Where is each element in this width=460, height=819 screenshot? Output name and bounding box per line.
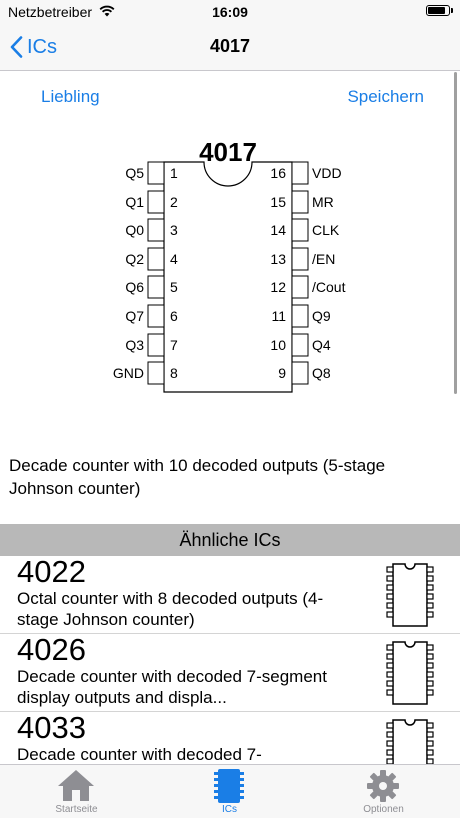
pin-number: 16 bbox=[270, 165, 286, 181]
pin-label: Q7 bbox=[125, 308, 144, 324]
pin-label: Q6 bbox=[125, 279, 144, 295]
chip-thumbnail-icon bbox=[383, 640, 437, 706]
pin-label: GND bbox=[112, 365, 144, 381]
tab-bar bbox=[0, 764, 460, 818]
save-button[interactable]: Speichern bbox=[347, 87, 424, 106]
pin-box-right bbox=[292, 305, 308, 327]
related-item-description: Decade counter with decoded 7-segment display outputs and displa... bbox=[17, 667, 327, 707]
related-section-header: Ähnliche ICs bbox=[0, 524, 460, 556]
pin-box-left bbox=[148, 191, 164, 213]
pin-label: Q2 bbox=[125, 251, 144, 267]
pin-label: Q4 bbox=[312, 337, 331, 353]
pin-label: Q8 bbox=[312, 365, 331, 381]
pin-label: /Cout bbox=[312, 279, 346, 295]
pin-label: /EN bbox=[312, 251, 336, 267]
favorite-button[interactable]: Liebling bbox=[41, 87, 100, 106]
tab-optionen[interactable] bbox=[307, 765, 460, 819]
chip-pinout-diagram bbox=[0, 130, 460, 400]
pin-label: MR bbox=[312, 194, 334, 210]
battery-icon bbox=[426, 5, 450, 16]
pin-number: 13 bbox=[270, 251, 286, 267]
pin-box-right bbox=[292, 162, 308, 184]
tab-label: Optionen bbox=[363, 804, 404, 815]
pin-number: 1 bbox=[170, 165, 178, 181]
pin-box-left bbox=[148, 305, 164, 327]
pin-box-right bbox=[292, 276, 308, 298]
home-icon bbox=[56, 768, 96, 802]
pin-box-right bbox=[292, 219, 308, 241]
pin-label: Q9 bbox=[312, 308, 331, 324]
pin-box-left bbox=[148, 276, 164, 298]
related-item-4026[interactable] bbox=[0, 634, 460, 712]
pin-box-right bbox=[292, 191, 308, 213]
related-item-description: Octal counter with 8 decoded outputs (4-stage Johnson counter) bbox=[17, 589, 324, 629]
pin-number: 5 bbox=[170, 279, 178, 295]
pin-box-left bbox=[148, 248, 164, 270]
related-item-description: Decade counter with decoded 7- bbox=[17, 745, 262, 764]
pin-box-left bbox=[148, 162, 164, 184]
pin-box-right bbox=[292, 362, 308, 384]
pin-number: 9 bbox=[278, 365, 286, 381]
chip-name: 4017 bbox=[199, 137, 257, 167]
pin-label: Q0 bbox=[125, 222, 144, 238]
pin-number: 12 bbox=[270, 279, 286, 295]
chip-icon bbox=[209, 768, 249, 804]
pin-number: 7 bbox=[170, 337, 178, 353]
pin-number: 11 bbox=[271, 308, 286, 324]
page-title: 4017 bbox=[209, 36, 251, 56]
pin-box-right bbox=[292, 248, 308, 270]
pin-label: Q5 bbox=[125, 165, 144, 181]
related-item-name: 4033 bbox=[17, 710, 86, 745]
tab-label: ICs bbox=[222, 804, 237, 815]
pin-number: 3 bbox=[170, 222, 178, 238]
ic-description: Decade counter with 10 decoded outputs (5-stage Johnson counter) bbox=[9, 456, 386, 498]
related-item-name: 4022 bbox=[17, 554, 86, 589]
status-bar bbox=[0, 0, 460, 24]
pin-number: 2 bbox=[170, 194, 178, 210]
gear-icon bbox=[363, 768, 403, 804]
scroll-indicator bbox=[454, 72, 457, 394]
battery-tip bbox=[451, 8, 453, 13]
chip-thumbnail-icon bbox=[383, 562, 437, 628]
battery-level bbox=[428, 7, 445, 14]
pin-box-left bbox=[148, 219, 164, 241]
tab-ics[interactable] bbox=[153, 765, 306, 819]
pin-box-right bbox=[292, 334, 308, 356]
pin-label: Q3 bbox=[125, 337, 144, 353]
related-item-4022[interactable] bbox=[0, 556, 460, 634]
pin-number: 4 bbox=[170, 251, 178, 267]
navigation-bar bbox=[0, 24, 460, 71]
pin-number: 14 bbox=[270, 222, 286, 238]
clock: 16:09 bbox=[212, 4, 248, 20]
back-button-label: ICs bbox=[27, 35, 57, 58]
carrier-label: Netzbetreiber bbox=[8, 4, 93, 20]
pin-label: Q1 bbox=[125, 194, 144, 210]
related-item-name: 4026 bbox=[17, 632, 86, 667]
pin-number: 6 bbox=[170, 308, 178, 324]
pin-box-left bbox=[148, 362, 164, 384]
pin-number: 15 bbox=[270, 194, 286, 210]
pin-number: 10 bbox=[270, 337, 286, 353]
pin-label: CLK bbox=[312, 222, 340, 238]
pin-label: VDD bbox=[312, 165, 342, 181]
tab-startseite[interactable] bbox=[0, 765, 153, 819]
tab-label: Startseite bbox=[55, 804, 98, 815]
pin-box-left bbox=[148, 334, 164, 356]
pin-number: 8 bbox=[170, 365, 178, 381]
